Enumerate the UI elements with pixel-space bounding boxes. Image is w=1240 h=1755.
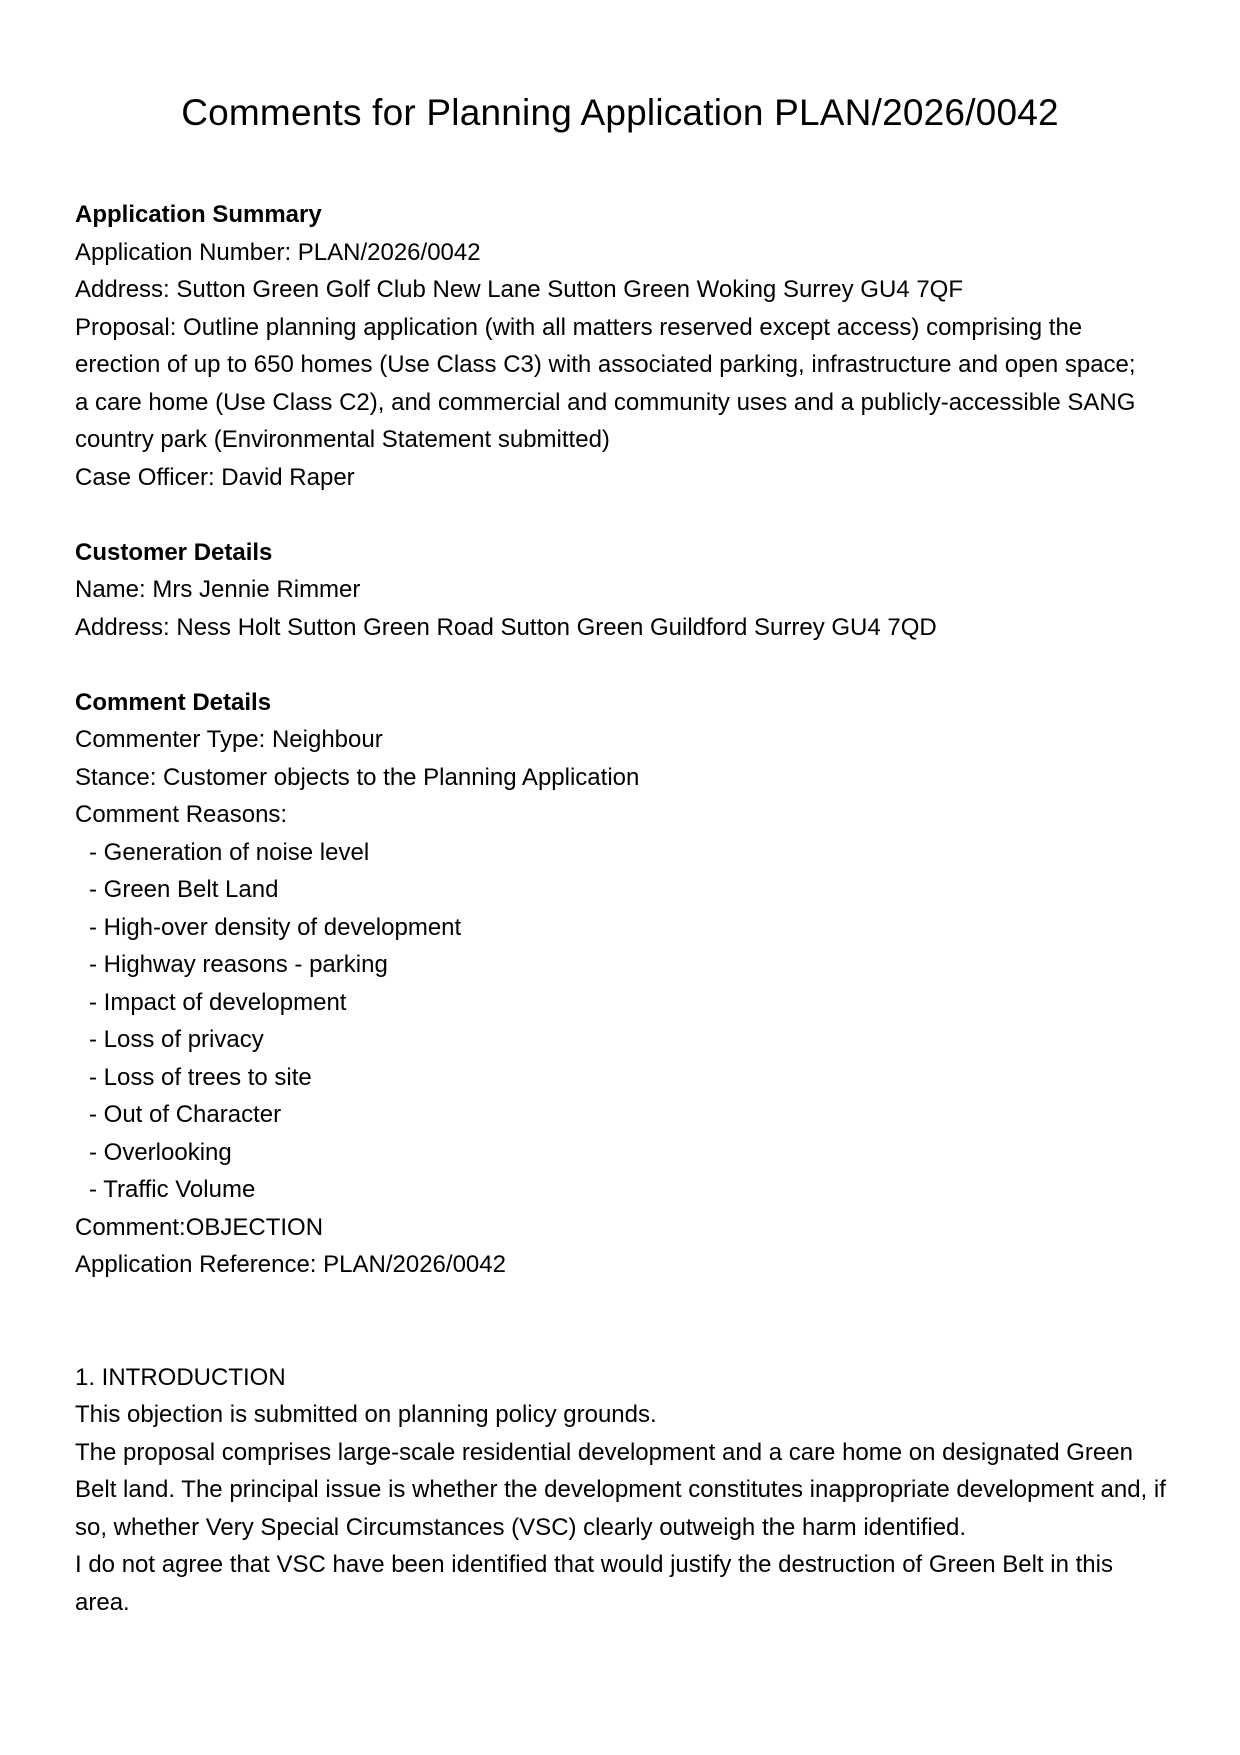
- case-officer: Case Officer: David Raper: [75, 463, 355, 491]
- comment-reasons-list: [75, 834, 1175, 1209]
- comment-text: Comment:OBJECTION: [75, 1213, 324, 1241]
- list-item: - Traffic Volume: [89, 1176, 256, 1203]
- application-summary-heading: Application Summary: [75, 201, 322, 228]
- customer-details-section: [75, 534, 1175, 647]
- spacer: [75, 1284, 1175, 1359]
- application-number: Application Number: PLAN/2026/0042: [75, 238, 481, 266]
- comment-details-heading: Comment Details: [75, 688, 272, 716]
- customer-address: Address: Ness Holt Sutton Green Road Sutton Green Guildford Surrey GU4 7QD: [75, 613, 937, 641]
- list-item: - Generation of noise level: [89, 838, 370, 866]
- introduction-paragraph: I do not agree that VSC have been identified that would justify the destruction of Green Belt in this area.: [75, 1551, 1113, 1616]
- list-item: - Out of Character: [89, 1101, 282, 1128]
- list-item: - Green Belt Land: [89, 876, 279, 903]
- application-reference: Application Reference: PLAN/2026/0042: [75, 1251, 506, 1278]
- application-summary-section: [75, 196, 1175, 496]
- commenter-type: Commenter Type: Neighbour: [75, 726, 383, 753]
- list-item: - Overlooking: [89, 1138, 232, 1166]
- list-item: - Loss of privacy: [89, 1026, 264, 1053]
- customer-name: Name: Mrs Jennie Rimmer: [75, 576, 361, 603]
- document-body: [75, 196, 1175, 1621]
- introduction-paragraph: The proposal comprises large-scale residential development and a care home on designated Green Belt land. The principal issue is whether the development constitutes inappropriate development and, if so, whether Very Special Circumstances (VSC) clearly outweigh the harm identified.: [75, 1438, 1166, 1541]
- list-item: - Highway reasons - parking: [89, 951, 388, 978]
- application-address: Address: Sutton Green Golf Club New Lane Sutton Green Woking Surrey GU4 7QF: [75, 276, 963, 303]
- page-title: Comments for Planning Application PLAN/2026/0042: [181, 92, 1059, 133]
- customer-details-heading: Customer Details: [75, 538, 273, 566]
- comment-reasons-label: Comment Reasons:: [75, 801, 288, 828]
- list-item: - High-over density of development: [89, 913, 462, 941]
- introduction-section: [75, 1359, 1175, 1622]
- list-item: - Loss of trees to site: [89, 1063, 312, 1091]
- introduction-heading: 1. INTRODUCTION: [75, 1363, 286, 1391]
- comment-details-section: [75, 684, 1175, 1284]
- application-proposal: Proposal: Outline planning application (with all matters reserved except access) comprising the erection of up to 650 homes (Use Class C3) with associated parking, infrastructure and open space; a care home (Use Class C2), and commercial and community uses and a publicly-accessible SANG country park (Environmental Statement submitted): [75, 313, 1136, 453]
- introduction-paragraph: This objection is submitted on planning policy grounds.: [75, 1401, 657, 1428]
- stance: Stance: Customer objects to the Planning Application: [75, 763, 640, 791]
- list-item: - Impact of development: [89, 988, 347, 1016]
- spacer: [75, 646, 1175, 684]
- spacer: [75, 496, 1175, 534]
